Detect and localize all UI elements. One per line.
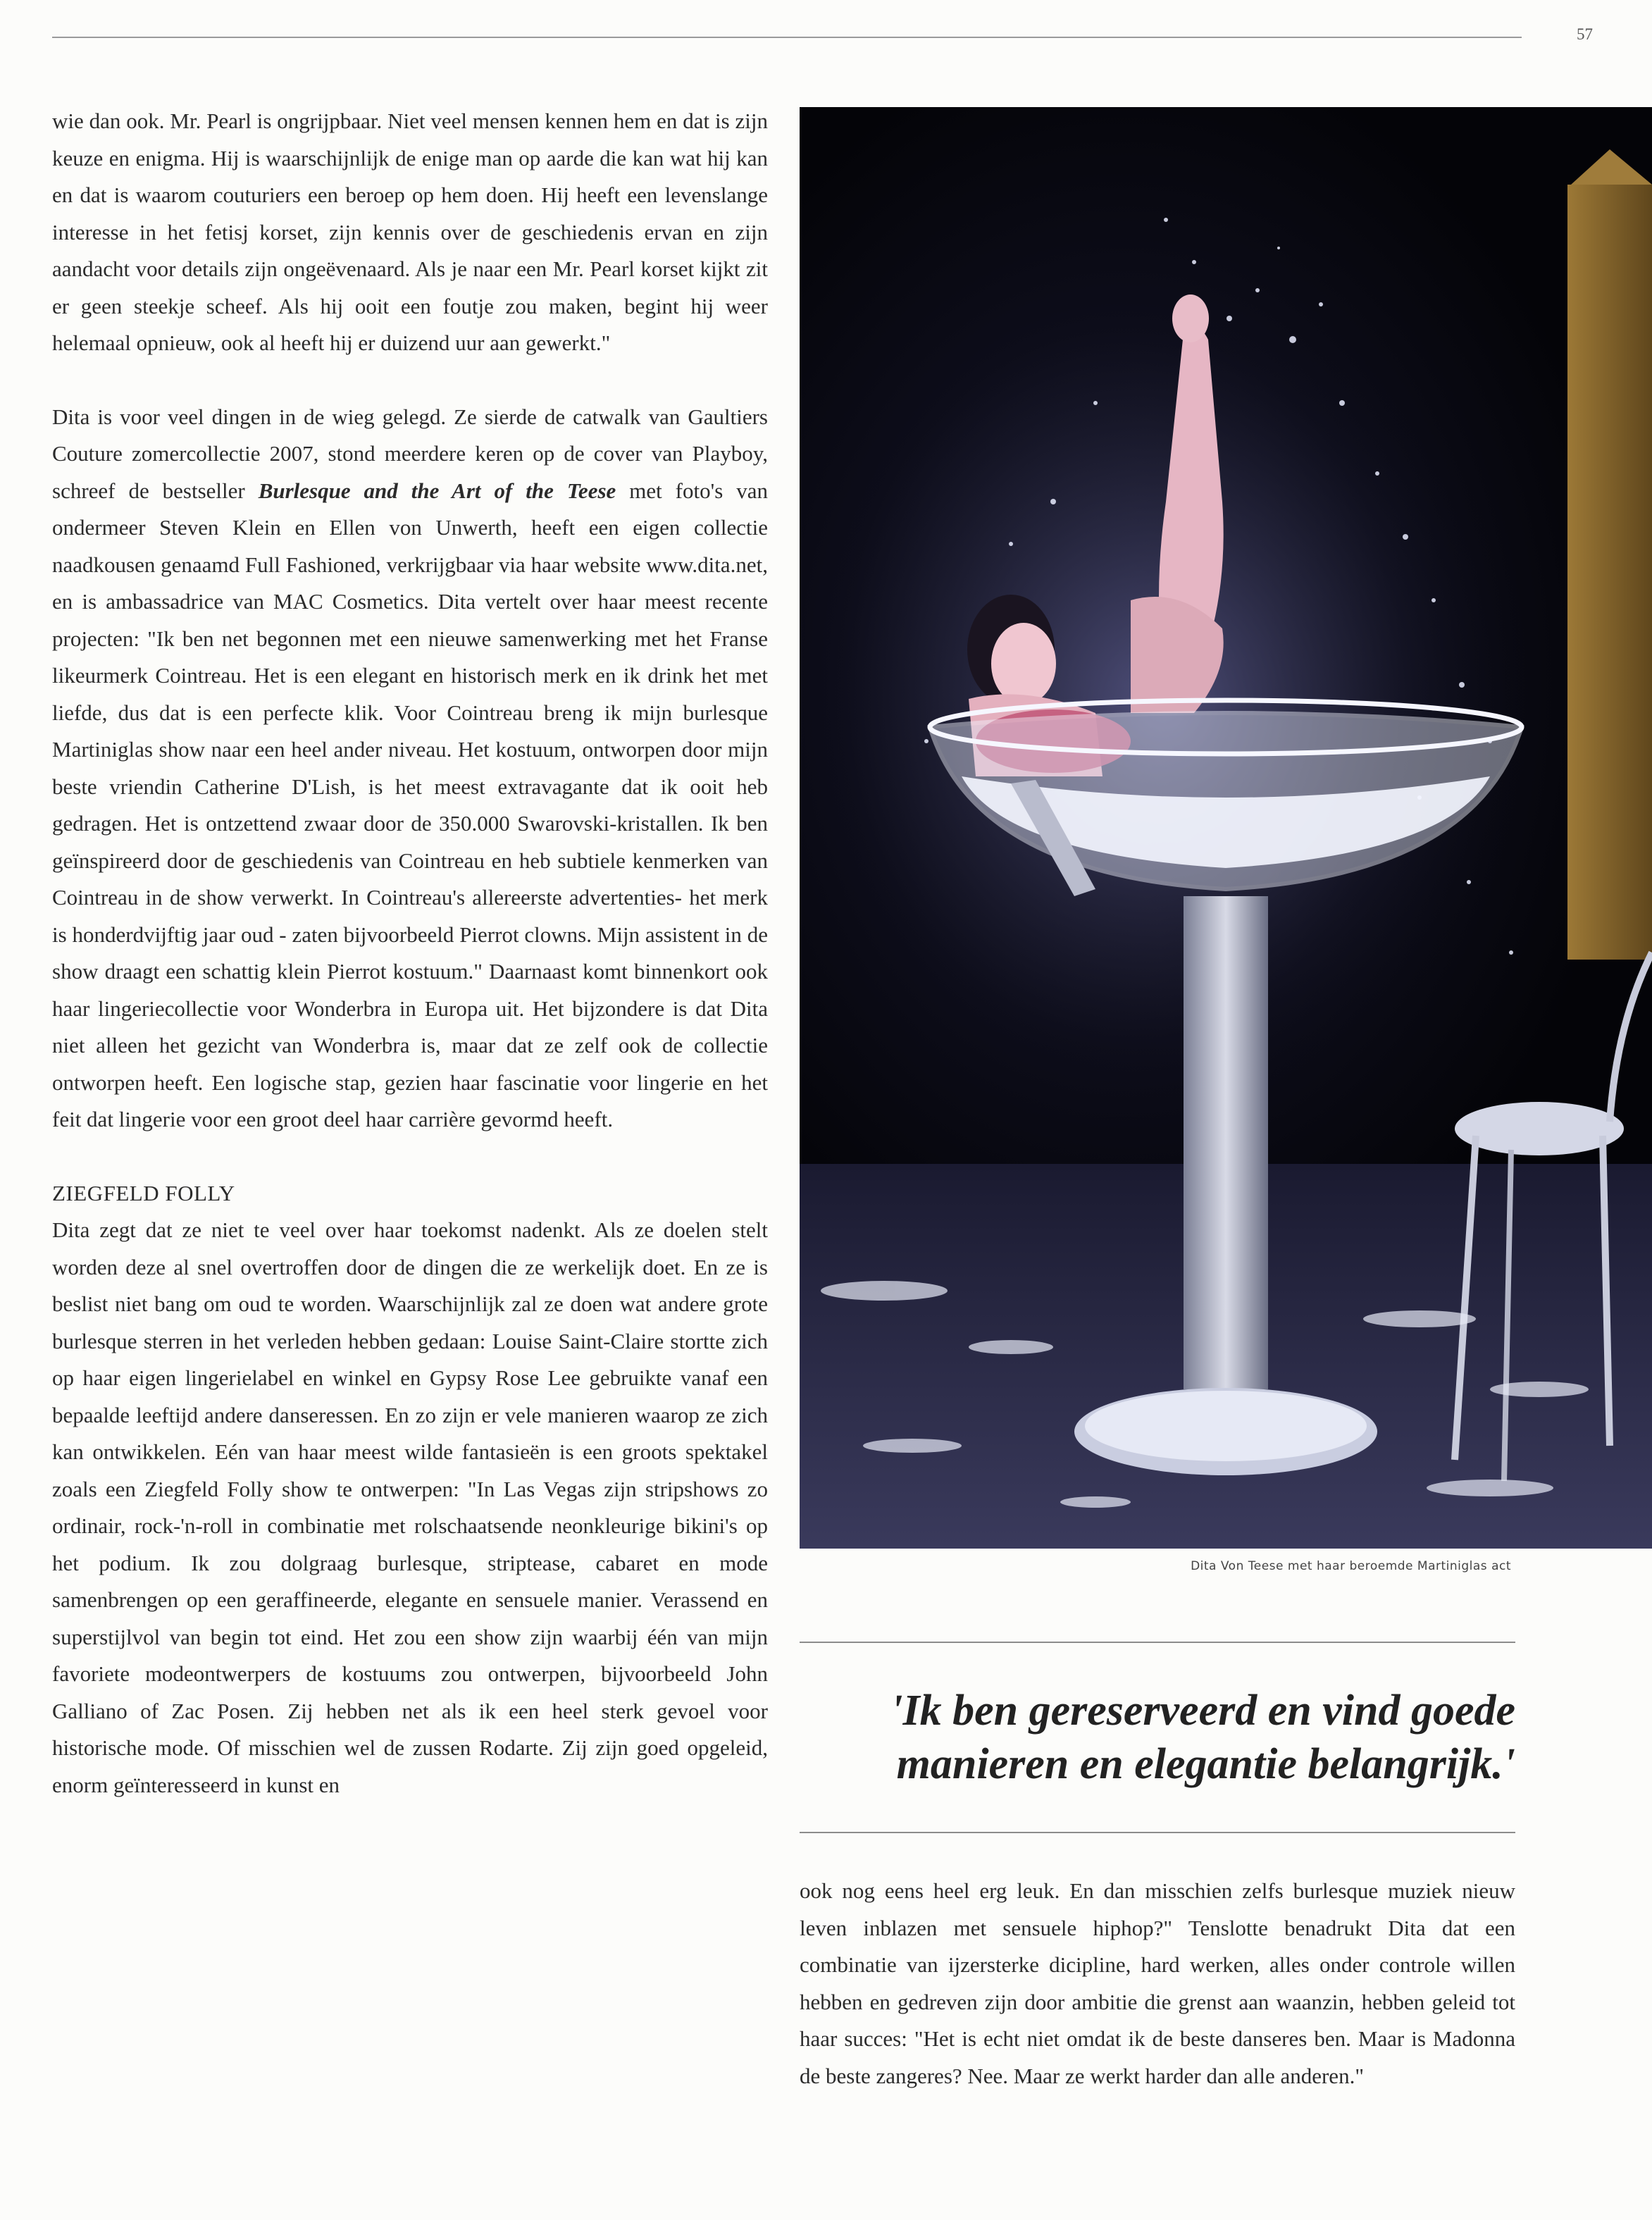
pull-quote: 'Ik ben gereserveerd en vind goede manieren en elegantie belangrijk.' [890, 1687, 1515, 1788]
martini-glass-photo [800, 107, 1652, 1549]
quote-rule-bottom [800, 1832, 1515, 1833]
paragraph-mr-pearl: wie dan ook. Mr. Pearl is ongrijpbaar. Niet veel mensen kennen hem en dat is zijn keuze en enigma. Hij is waarschijnlijk de enige man op aarde die kan wat hij kan en dat is waarom couturiers een beroep op hem doen. Hij heeft een levenslange interesse in het fetisj korset, zijn kennis over de geschiedenis ervan en zijn aandacht voor details zijn ongeëvenaard. Als je naar een Mr. Pearl korset kijkt zit er geen steekje scheef. Als hij ooit een foutje zou maken, begint hij weer helemaal opnieuw, ook al heeft hij er duizend uur aan gewerkt." [52, 108, 768, 355]
photo-illustration [800, 107, 1652, 1549]
paragraph-dita-projects-start: Dita is voor veel dingen in de wieg gelegd. Ze sierde de catwalk van Gaultiers Couture zomercollectie 2007, stond meerdere keren op de cover van Playboy, schreef de bestseller [52, 404, 768, 503]
paragraph-dita-projects-rest: met foto's van ondermeer Steven Klein en Ellen von Unwerth, heeft een eigen collectie naadkousen genaamd Full Fashioned, verkrijgbaar via haar website www.dita.net, en is ambassadrice van MAC Cosmetics. Dita vertelt over haar meest recente projecten: "Ik ben net begonnen met een nieuwe samenwerking met het Franse likeurmerk Cointreau. Het is een elegant en historisch merk en ik drink het met liefde, dus dat is een perfecte klik. Voor Cointreau breng ik mijn burlesque Martiniglas show naar een heel ander niveau. Het kostuum, ontworpen door mijn beste vriendin Catherine D'Lish, is het meest extravagante dat ik ooit heb gedragen. Het is ontzettend zwaar door de 350.000 Swarovski-kristallen. Ik ben geïnspireerd door de geschiedenis van Cointreau en heb subtiele kenmerken van Cointreau in de show verwerkt. In Cointreau's allereerste advertenties- het merk is honderdvijftig jaar oud - zaten bijvoorbeeld Pierrot clowns. Mijn assistent in de show draagt een schattig klein Pierrot kostuum." Daarnaast komt binnenkort ook haar lingeriecollectie voor Wonderbra in Europa uit. Het bijzondere is dat Dita niet alleen het gezicht van Wonderbra is, maar dat ze zelf ook de collectie ontworpen heeft. Een logische stap, gezien haar fascinatie voor lingerie en het feit dat lingerie voor een groot deel haar carrière gevormd heeft. [52, 478, 768, 1131]
right-column [800, 1873, 1515, 2095]
paragraph-future: Dita zegt dat ze niet te veel over haar toekomst nadenkt. Als ze doelen stelt worden deze al snel overtroffen door de dingen die ze werkelijk doet. En ze is beslist niet bang om oud te worden. Waarschijnlijk zal ze doen wat andere grote burlesque sterren in het verleden hebben gedaan: Louise Saint-Claire stortte zich op haar eigen lingerielabel en winkel en Gypsy Rose Lee gebruikte vanaf een bepaalde leeftijd andere danseressen. En zo zijn er vele manieren waarop ze zich kan ontwikkelen. Eén van haar meest wilde fantasieën is een groots spektakel zoals een Ziegfeld Folly show te ontwerpen: "In Las Vegas zijn stripshows zo ordinair, rock-'n-roll in combinatie met rolschaatsende neonkleurige bikini's op het podium. Ik zou dolgraag burlesque, striptease, cabaret en mode samenbrengen op een geraffineerde, elegante en sensuele manier. Verassend en superstijlvol van begin tot eind. Het zou een show zijn waarbij één van mijn favoriete modeontwerpers de kostuums zou ontwerpen, bijvoorbeeld John Galliano of Zac Posen. Zij hebben net als ik een heel sterk gevoel voor historische mode. Of misschien wel de zussen Rodarte. Zij zijn goed opgeleid, enorm geïnteresseerd in kunst en [52, 1217, 768, 1797]
page-number: 57 [1577, 25, 1593, 43]
book-title: Burlesque and the Art of the Teese [258, 478, 616, 503]
header-rule [52, 37, 1522, 38]
left-column [52, 103, 768, 1804]
paragraph-dita-projects [52, 399, 768, 1139]
section-heading: ZIEGFELD FOLLY [52, 1180, 235, 1205]
paragraph-conclusion: ook nog eens heel erg leuk. En dan misschien zelfs burlesque muziek nieuw leven inblazen met sensuele hiphop?" Tenslotte benadrukt Dita dat een combinatie van ijzersterke dicipline, hard werken, alles onder controle willen hebben en gedreven zijn door ambitie die grenst aan waanzin, hebben geleid tot haar succes: "Het is echt niet omdat ik de beste danseres ben. Maar is Madonna de beste zangeres? Nee. Maar ze werkt harder dan alle anderen." [800, 1878, 1515, 2088]
photo-caption: Dita Von Teese met haar beroemde Martiniglas act [1191, 1559, 1511, 1573]
quote-rule-top [800, 1642, 1515, 1643]
